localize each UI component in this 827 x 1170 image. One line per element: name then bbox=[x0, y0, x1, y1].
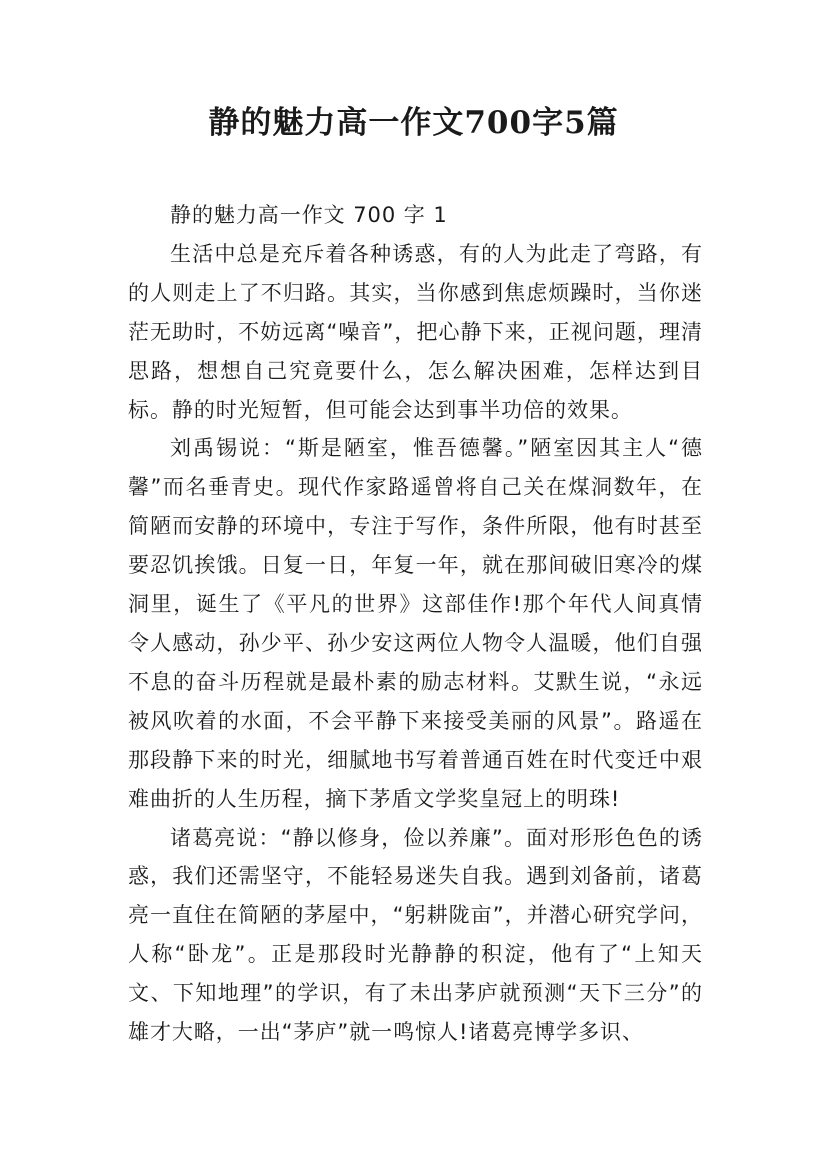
document-body bbox=[128, 196, 703, 1052]
paragraph: 生活中总是充斥着各种诱惑，有的人为此走了弯路，有的人则走上了不归路。其实，当你感到焦虑烦躁时，当你迷茫无助时，不妨远离“噪音”，把心静下来，正视问题，理清思路，想想自己究竟要什么，怎么解决困难，怎样达到目标。静的时光短暂，但可能会达到事半功倍的效果。 bbox=[128, 241, 703, 422]
paragraph: 诸葛亮说：“静以修身，俭以养廉”。面对形形色色的诱惑，我们还需坚守，不能轻易迷失自我。遇到刘备前，诸葛亮一直住在简陋的茅屋中，“躬耕陇亩”，并潜心研究学问，人称“卧龙”。正是那段时光静静的积淀，他有了“上知天文、下知地理”的学识，有了未出茅庐就预测“天下三分”的雄才大略，一出“茅庐”就一鸣惊人!诸葛亮博学多识、 bbox=[128, 825, 703, 1045]
section-heading: 静的魅力高一作文 700 字 1 bbox=[170, 203, 448, 227]
paragraph: 刘禹锡说：“斯是陋室，惟吾德馨。”陋室因其主人“德馨”而名垂青史。现代作家路遥曾将自己关在煤洞数年，在简陋而安静的环境中，专注于写作，条件所限，他有时甚至要忍饥挨饿。日复一日，年复一年，就在那间破旧寒冷的煤洞里，诞生了《平凡的世界》这部佳作!那个年代人间真情令人感动，孙少平、孙少安这两位人物令人温暖，他们自强不息的奋斗历程就是最朴素的励志材料。艾默生说，“永远被风吹着的水面，不会平静下来接受美丽的风景”。路遥在那段静下来的时光，细腻地书写着普通百姓在时代变迁中艰难曲折的人生历程，摘下茅盾文学奖皇冠上的明珠! bbox=[128, 436, 703, 811]
document-title: 静的魅力高一作文700字5篇 bbox=[208, 105, 619, 141]
